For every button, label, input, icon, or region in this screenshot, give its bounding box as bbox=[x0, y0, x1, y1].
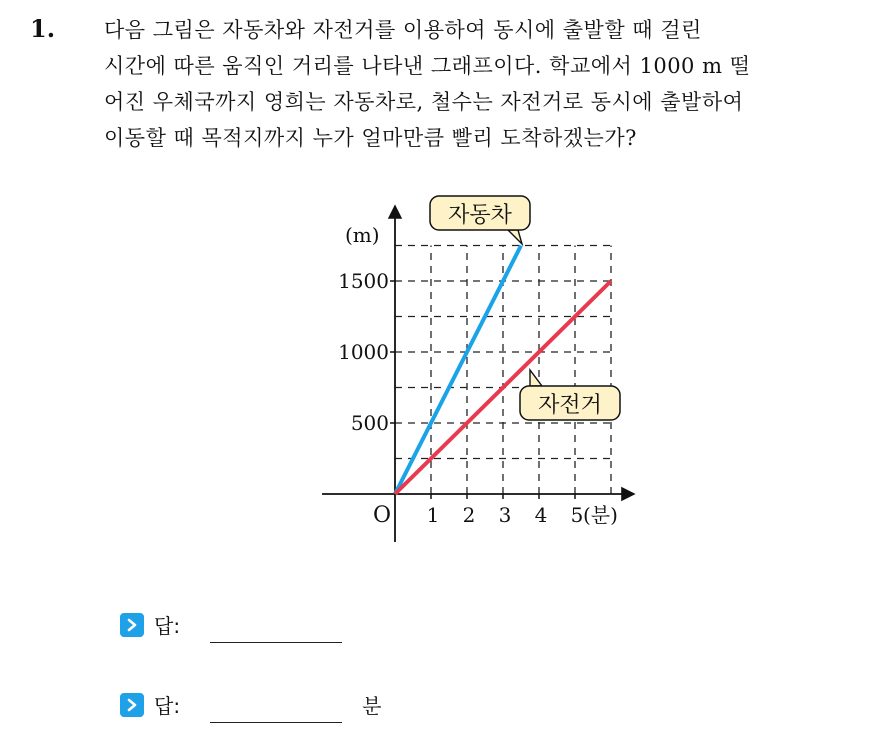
y-tick-label: 500 bbox=[350, 411, 389, 435]
x-axis-label: (분) bbox=[583, 503, 618, 527]
answer-blank-1[interactable] bbox=[210, 620, 342, 643]
origin-label: O bbox=[373, 503, 392, 528]
question-line-2: 시간에 따른 움직인 거리를 나타낸 그래프이다. 학교에서 1000 m 떨 bbox=[104, 54, 751, 78]
answer-blank-2[interactable] bbox=[210, 700, 342, 723]
answer-row-2 bbox=[120, 686, 381, 723]
callout-tail bbox=[508, 230, 522, 244]
chart-ticks bbox=[338, 223, 618, 528]
y-axis-label: (m) bbox=[345, 223, 380, 247]
x-tick-label: 2 bbox=[462, 503, 476, 527]
y-tick-label: 1500 bbox=[338, 269, 389, 293]
chart-series bbox=[395, 246, 611, 495]
x-tick-label: 5 bbox=[570, 503, 584, 527]
question-line-4: 이동할 때 목적지까지 누가 얼마만큼 빨리 도착하겠는가? bbox=[104, 126, 637, 150]
answer-row-1 bbox=[120, 606, 342, 643]
chevron-right-icon bbox=[120, 613, 144, 637]
series-line-1 bbox=[395, 246, 521, 495]
answer-label: 답: bbox=[154, 614, 181, 638]
question-line-3: 어진 우체국까지 영희는 자동차로, 철수는 자전거로 동시에 출발하여 bbox=[104, 90, 744, 114]
x-tick-label: 4 bbox=[534, 503, 548, 527]
x-tick-label: 3 bbox=[498, 503, 512, 527]
chart-axes bbox=[322, 208, 632, 542]
series-label-2: 자전거 bbox=[538, 393, 602, 418]
answer-unit: 분 bbox=[362, 694, 382, 718]
x-tick-label: 1 bbox=[426, 503, 440, 527]
question-number: 1. bbox=[30, 14, 56, 43]
chevron-right-icon bbox=[120, 693, 144, 717]
answer-label: 답: bbox=[154, 694, 181, 718]
question-line-1: 다음 그림은 자동차와 자전거를 이용하여 동시에 출발할 때 걸린 bbox=[104, 18, 702, 42]
chart-callouts bbox=[430, 196, 620, 420]
y-tick-label: 1000 bbox=[338, 340, 389, 364]
series-label-1: 자동차 bbox=[448, 203, 512, 228]
callout-tail bbox=[530, 370, 542, 386]
